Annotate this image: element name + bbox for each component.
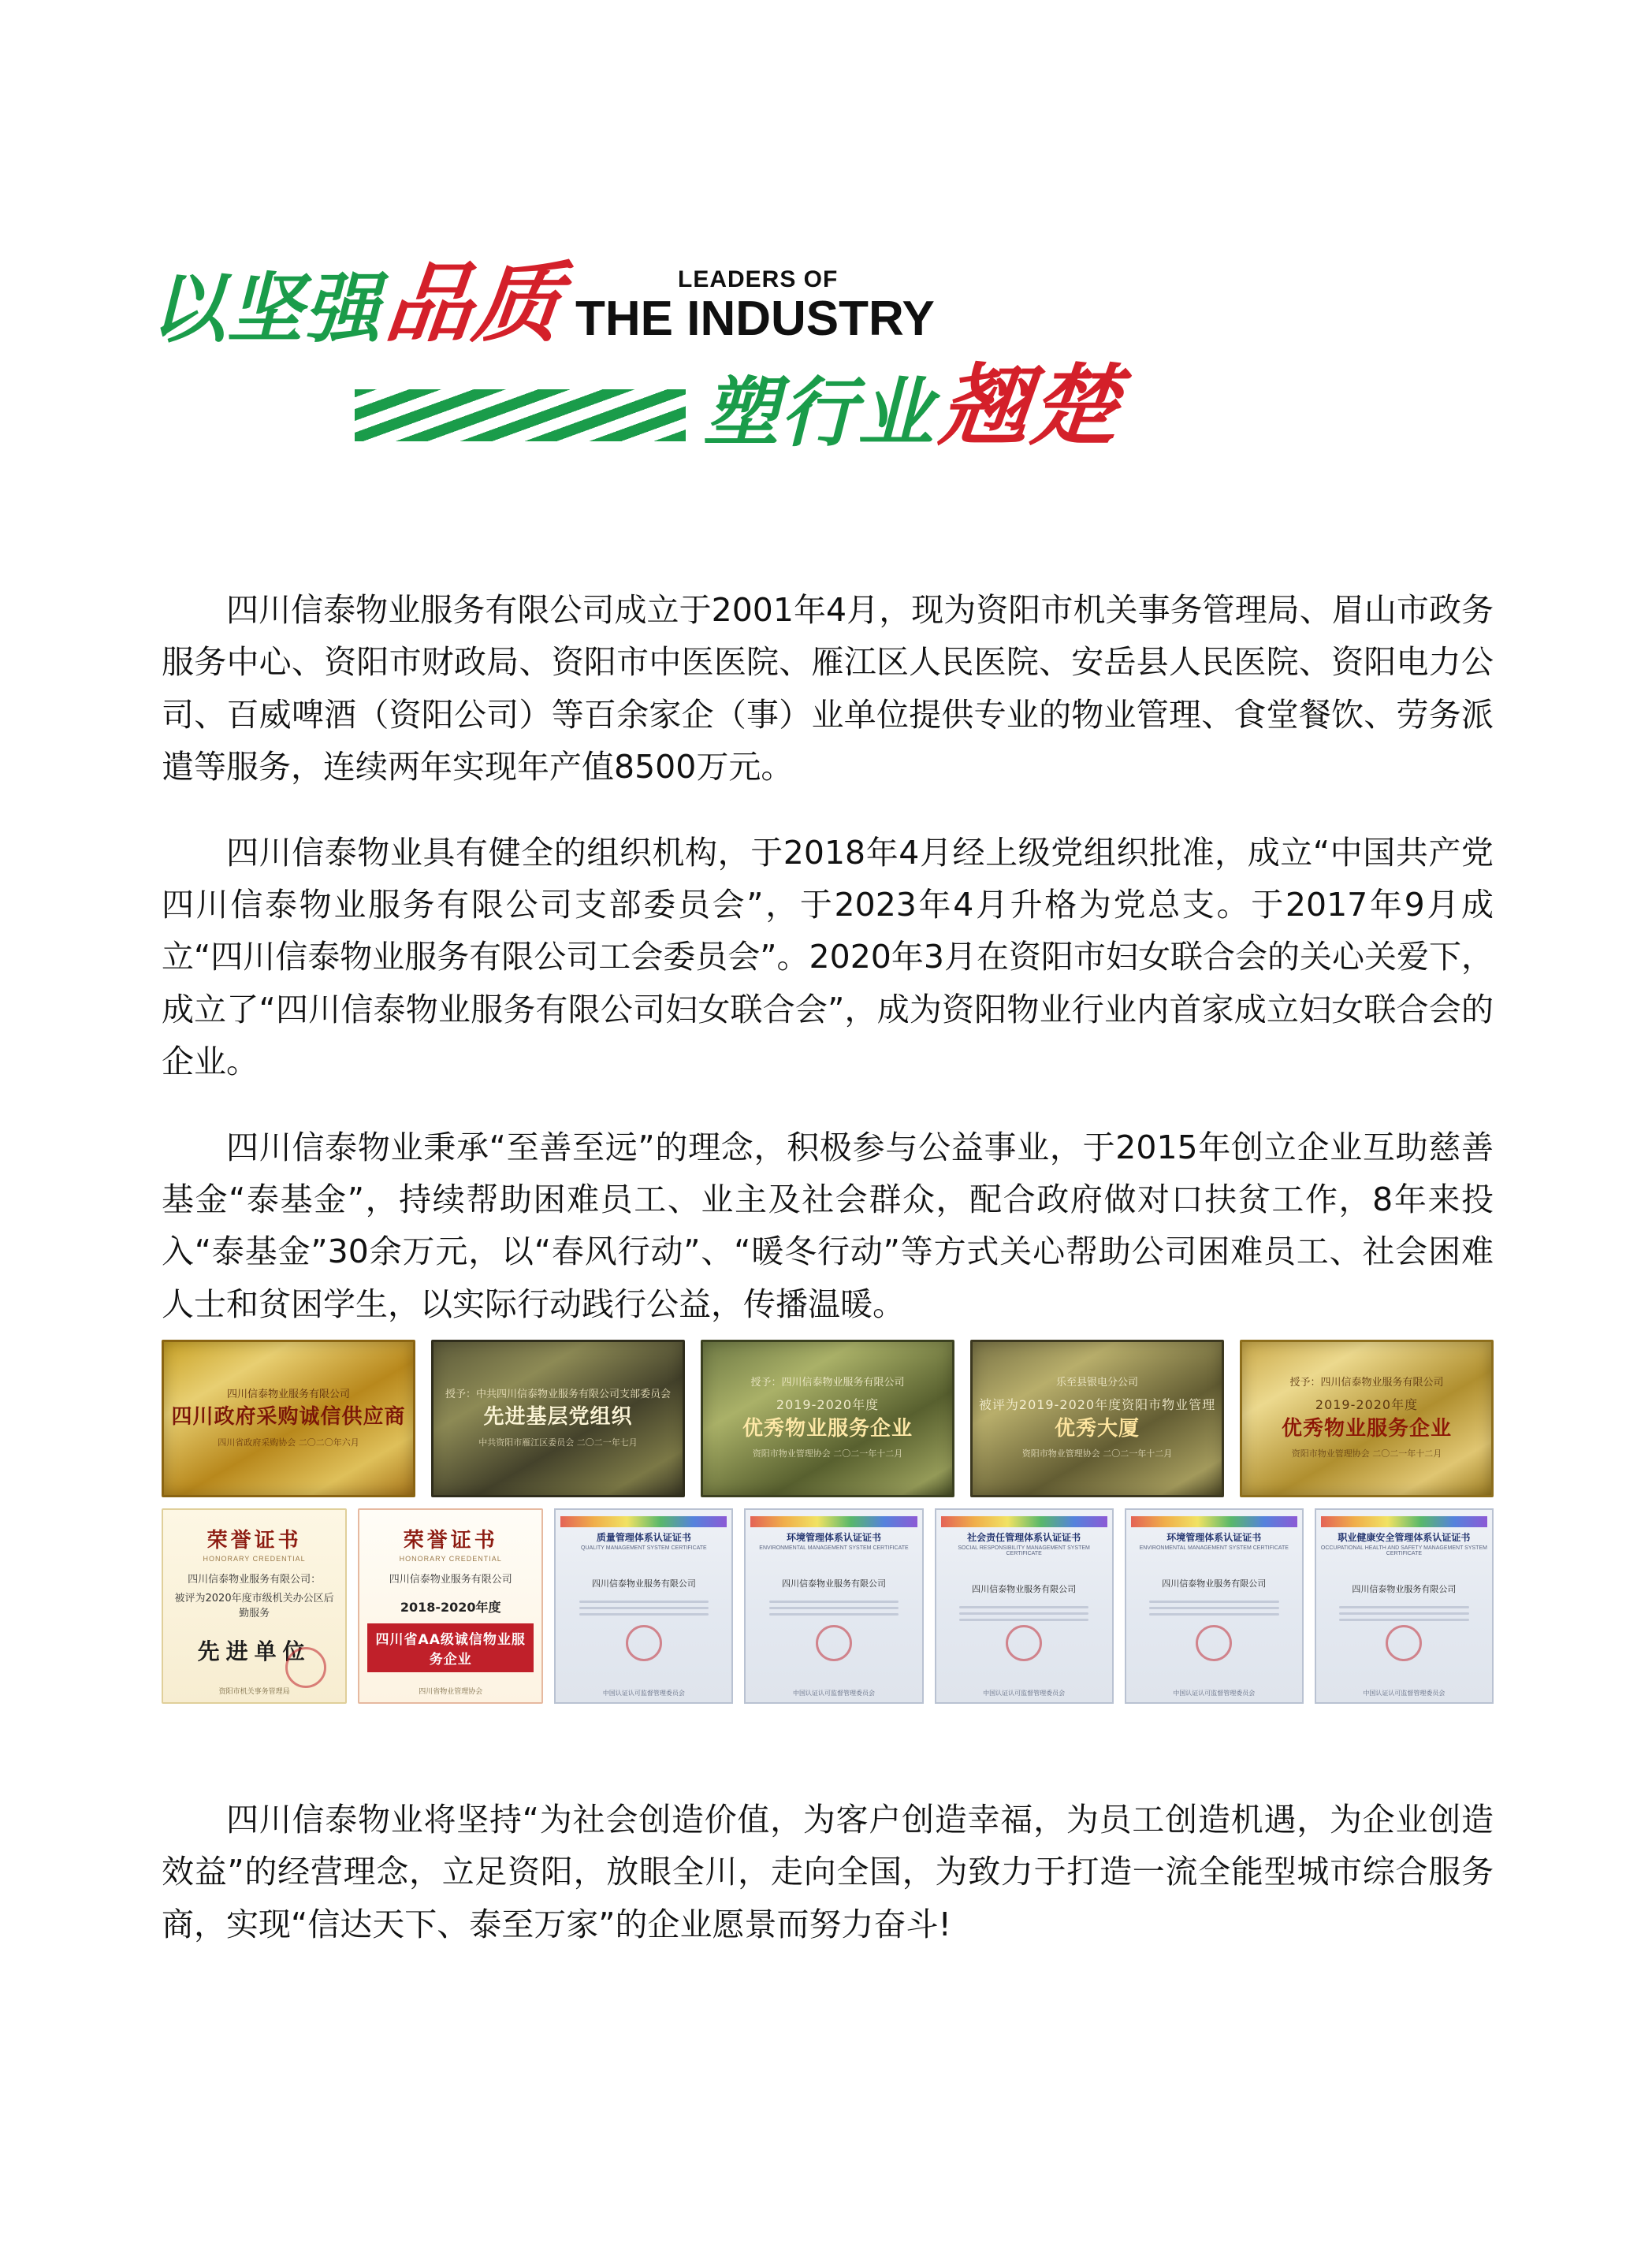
header-line-1	[150, 253, 935, 354]
rainbow-bar-decoration	[941, 1516, 1107, 1527]
closing-paragraph: 四川信泰物业将坚持“为社会创造价值，为客户创造幸福，为员工创造机遇，为企业创造效益”的经营理念，立足资阳，放眼全川，走向全国，为致力于打造一流全能型城市综合服务商，实现“信达天下、泰至万家”的企业愿景而努力奋斗!	[162, 1801, 1494, 1943]
certificate-title: 荣誉证书	[206, 1529, 302, 1552]
certificate-line-2: 被评为2020年度市级机关办公区后勤服务	[174, 1592, 334, 1619]
plaque-top-text: 乐至县银电分公司	[1055, 1377, 1138, 1389]
header-green-text-2: 塑行业	[703, 369, 935, 457]
certificate-line-1: 四川信泰物业服务有限公司	[389, 1574, 512, 1586]
iso-certificate-subtitle: ENVIRONMENTAL MANAGEMENT SYSTEM CERTIFICATE	[1139, 1545, 1289, 1552]
red-seal-icon	[1196, 1625, 1232, 1661]
header-banner	[118, 252, 1300, 496]
plaque-bottom-text: 资阳市物业管理协会 二〇二一年十二月	[752, 1448, 903, 1459]
certificate-issuer: 四川省物业管理协会	[419, 1688, 483, 1696]
iso-text-lines-decoration	[959, 1602, 1089, 1625]
iso-certificate-title: 质量管理体系认证证书	[596, 1532, 691, 1543]
iso-certificate-item	[554, 1508, 733, 1704]
iso-certificate-item	[935, 1508, 1114, 1704]
iso-text-lines-decoration	[579, 1597, 709, 1619]
iso-text-lines-decoration	[1339, 1602, 1469, 1625]
plaque-bottom-text: 四川省政府采购协会 二〇二〇年六月	[218, 1437, 359, 1448]
iso-certificate-title: 环境管理体系认证证书	[786, 1532, 881, 1543]
plaque-bottom-text: 中共资阳市雁江区委员会 二〇二一年七月	[478, 1437, 638, 1448]
rainbow-bar-decoration	[750, 1516, 917, 1527]
iso-certificate-org: 四川信泰物业服务有限公司	[1162, 1578, 1267, 1590]
plaque-item	[970, 1340, 1224, 1497]
plaque-year-text: 2019-2020年度	[776, 1396, 880, 1412]
certificate-subtitle: HONORARY CREDENTIAL	[399, 1555, 502, 1563]
iso-certificate-org: 四川信泰物业服务有限公司	[591, 1578, 696, 1590]
iso-certificate-issuer: 中国认证认可监督管理委员会	[602, 1690, 685, 1697]
red-seal-icon	[285, 1647, 326, 1688]
header-english-large: THE INDUSTRY	[575, 292, 935, 346]
rainbow-bar-decoration	[1131, 1516, 1297, 1527]
plaque-bottom-text: 资阳市物业管理协会 二〇二一年十二月	[1291, 1448, 1442, 1459]
certificate-issuer: 资阳市机关事务管理局	[218, 1688, 290, 1696]
honor-certificate-item	[358, 1508, 543, 1704]
closing-content	[162, 1761, 1494, 1950]
plaque-main-text: 先进基层党组织	[483, 1405, 633, 1430]
plaque-top-text: 四川信泰物业服务有限公司	[226, 1388, 350, 1400]
header-red-text-2: 翘楚	[936, 355, 1125, 458]
red-seal-icon	[626, 1625, 662, 1661]
header-line-2	[355, 355, 1125, 458]
rainbow-bar-decoration	[560, 1516, 727, 1527]
body-content	[162, 552, 1494, 1330]
plaque-item	[162, 1340, 415, 1497]
paragraph-1: 四川信泰物业服务有限公司成立于2001年4月，现为资阳市机关事务管理局、眉山市政务服务中心、资阳市财政局、资阳市中医医院、雁江区人民医院、安岳县人民医院、资阳电力公司、百威啤酒（资阳公司）等百余家企（事）业单位提供专业的物业管理、食堂餐饮、劳务派遣等服务，连续两年实现年产值8500万元。	[162, 591, 1494, 786]
plaque-item	[431, 1340, 685, 1497]
iso-certificate-issuer: 中国认证认可监督管理委员会	[983, 1690, 1066, 1697]
paragraph-2: 四川信泰物业具有健全的组织机构，于2018年4月经上级党组织批准，成立“中国共产党四川信泰物业服务有限公司支部委员会”，于2023年4月升格为党总支。于2017年9月成立“四川信泰物业服务有限公司工会委员会”。2020年3月在资阳市妇女联合会的关心关爱下，成立了“四川信泰物业服务有限公司妇女联合会”，成为资阳物业行业内首家成立妇女联合会的企业。	[162, 833, 1494, 1081]
iso-certificate-item	[1125, 1508, 1304, 1704]
iso-certificate-issuer: 中国认证认可监督管理委员会	[1363, 1690, 1446, 1697]
iso-certificate-issuer: 中国认证认可监督管理委员会	[1173, 1690, 1256, 1697]
certificate-subtitle: HONORARY CREDENTIAL	[203, 1555, 306, 1563]
iso-text-lines-decoration	[769, 1597, 899, 1619]
iso-certificate-item	[744, 1508, 923, 1704]
iso-certificate-issuer: 中国认证认可监督管理委员会	[792, 1690, 875, 1697]
iso-certificate-org: 四川信泰物业服务有限公司	[1352, 1584, 1457, 1595]
plaque-year-text: 被评为2019-2020年度资阳市物业管理	[978, 1396, 1216, 1412]
iso-certificate-title: 环境管理体系认证证书	[1166, 1532, 1262, 1543]
plaque-top-text: 授予：中共四川信泰物业服务有限公司支部委员会	[445, 1388, 671, 1400]
header-red-text-1: 品质	[381, 253, 567, 354]
header-english-block	[575, 266, 935, 344]
plaque-main-text: 优秀物业服务企业	[742, 1416, 913, 1441]
plaque-year-text: 2019-2020年度	[1315, 1396, 1419, 1412]
plaque-item	[1240, 1340, 1494, 1497]
iso-certificate-subtitle: SOCIAL RESPONSIBILITY MANAGEMENT SYSTEM CERTIFICATE	[958, 1545, 1090, 1557]
plaque-bottom-text: 资阳市物业管理协会 二〇二一年十二月	[1021, 1448, 1173, 1459]
iso-certificate-org: 四川信泰物业服务有限公司	[781, 1578, 886, 1590]
honor-certificate-item	[162, 1508, 347, 1704]
paragraph-3: 四川信泰物业秉承“至善至远”的理念，积极参与公益事业，于2015年创立企业互助慈善基金“泰基金”，持续帮助困难员工、业主及社会群众，配合政府做对口扶贫工作，8年来投入“泰基金”30余万元，以“春风行动”、“暖冬行动”等方式关心帮助公司困难员工、社会困难人士和贫困学生，以实际行动践行公益，传播温暖。	[162, 1128, 1494, 1323]
certificate-award-text: 先进单位	[197, 1638, 311, 1664]
plaque-top-text: 授予：四川信泰物业服务有限公司	[1289, 1377, 1444, 1389]
certificate-line-1: 四川信泰物业服务有限公司：	[188, 1574, 322, 1586]
certificate-year: 2018-2020年度	[400, 1599, 501, 1615]
diagonal-stripes-decoration	[355, 389, 686, 441]
plaque-main-text: 优秀物业服务企业	[1281, 1416, 1452, 1441]
red-seal-icon	[1386, 1625, 1422, 1661]
plaque-top-text: 授予：四川信泰物业服务有限公司	[750, 1377, 905, 1389]
iso-certificate-item	[1315, 1508, 1494, 1704]
rainbow-bar-decoration	[1321, 1516, 1487, 1527]
iso-text-lines-decoration	[1149, 1597, 1279, 1619]
plaque-row	[162, 1340, 1494, 1497]
plaque-main-text: 优秀大厦	[1054, 1416, 1140, 1441]
red-seal-icon	[1006, 1625, 1042, 1661]
iso-certificate-subtitle: OCCUPATIONAL HEALTH AND SAFETY MANAGEMENT SYSTEM CERTIFICATE	[1320, 1545, 1487, 1557]
plaque-item	[701, 1340, 954, 1497]
iso-certificate-subtitle: ENVIRONMENTAL MANAGEMENT SYSTEM CERTIFICATE	[759, 1545, 909, 1552]
plaque-main-text: 四川政府采购诚信供应商	[171, 1405, 406, 1430]
certificate-title: 荣誉证书	[403, 1529, 498, 1552]
red-seal-icon	[816, 1625, 852, 1661]
iso-certificate-title: 社会责任管理体系认证证书	[967, 1532, 1081, 1543]
iso-certificate-org: 四川信泰物业服务有限公司	[972, 1584, 1077, 1595]
header-english-small: LEADERS OF	[678, 266, 839, 292]
awards-gallery	[162, 1340, 1494, 1704]
iso-certificate-title: 职业健康安全管理体系认证证书	[1338, 1532, 1471, 1543]
certificate-row	[162, 1508, 1494, 1704]
header-green-text-1: 以坚强	[150, 265, 381, 353]
iso-certificate-subtitle: QUALITY MANAGEMENT SYSTEM CERTIFICATE	[580, 1545, 707, 1552]
certificate-award-band: 四川省AA级诚信物业服务企业	[367, 1623, 534, 1672]
